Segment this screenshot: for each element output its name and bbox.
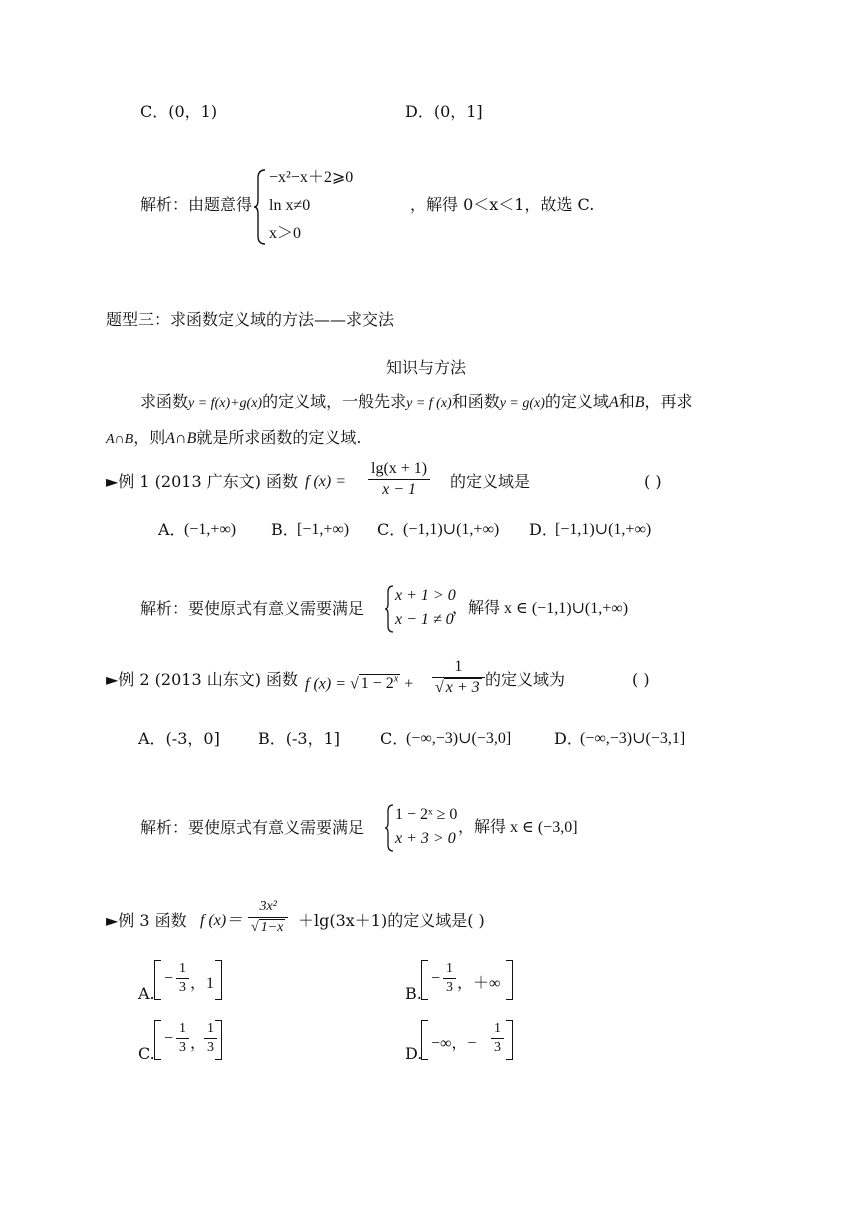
p1-text-d: 的定义域 [544,392,609,411]
ex3-denominator-text: 1−x [260,920,284,935]
ex3-c-rden: 3 [204,1038,217,1057]
p2-intersection-2: A∩B [165,430,197,447]
ex1-label: ►例 1 (2013 广东文) 函数 [106,472,299,491]
ex3-c-num: 1 [179,1021,186,1036]
ex2-exponent: x [393,674,399,685]
p1-text-c: 和函数 [451,392,500,411]
ex3-a-den: 3 [176,978,189,997]
ex1-numerator: lg(x + 1) [368,459,430,480]
ex3-option-a-interval [154,960,222,1002]
knowledge-line-2 [106,427,361,451]
ex3-option-a-letter: A. [138,984,155,1003]
ex1-option-a-letter: A． [158,520,186,539]
ex1-answer-paren: ( ) [644,472,662,491]
ex2-answer-paren: ( ) [632,670,650,689]
ex1-option-c-letter: C． [377,520,406,539]
left-bracket-icon [421,1020,428,1060]
intro-system-row-2: ln x≠0 [269,197,311,214]
ex3-d-num: 1 [494,1021,501,1036]
left-bracket-icon [154,1020,161,1060]
ex1-option-a: (−1,+∞) [184,521,237,538]
ex3-tail: ＋lg(3x＋1)的定义域是( ) [298,911,485,930]
p1-text-b: 的定义域，一般先求 [262,392,407,411]
p1-set-b: B [634,394,645,411]
ex2-fraction [432,657,485,698]
p2-intersection-1: A∩B [106,432,134,447]
ex3-b-minus: − [431,970,441,987]
ex2-option-b: B．(-3，1] [258,729,341,748]
left-brace-icon [384,803,394,853]
ex2-denominator-text: x + 3 [445,679,480,696]
p1-formula-y2: y = g(x) [499,396,545,411]
ex3-fx: f (x)＝ [200,912,243,929]
ex1-fx: f (x) = [305,473,346,490]
ex1-option-c: (−1,1)∪(1,+∞) [403,521,500,538]
p1-set-a: A [608,394,619,411]
ex1-option-d-letter: D． [529,520,558,539]
ex3-c-minus: − [164,1030,174,1047]
ex2-plus: + [400,675,414,693]
ex2-formula [305,669,413,695]
section-title: 题型三：求函数定义域的方法——求交法 [106,310,395,329]
ex1-solution-tail: ，解得 x ∈ (−1,1)∪(1,+∞) [452,600,629,617]
p2-text-a: ，则 [133,428,166,447]
p1-formula-fx: y = f(x)+g(x) [188,396,263,411]
left-brace-icon [384,584,394,634]
ex2-solution-system [384,803,464,853]
right-bracket-icon [506,960,513,1000]
ex2-option-d-letter: D． [554,729,583,748]
ex2-option-d: (−∞,−3)∪(−3,1] [580,730,686,747]
ex1-option-d: [−1,1)∪(1,+∞) [555,521,652,538]
ex3-option-d-interval [421,1020,513,1062]
ex1-fraction [368,459,430,500]
p1-text-f: ，再求 [644,392,693,411]
ex3-c-den: 3 [176,1038,189,1057]
ex3-option-b-interval [421,960,513,1002]
ex3-b-den: 3 [443,978,456,997]
left-brace-icon [253,168,267,246]
ex2-option-c-letter: C． [380,729,409,748]
option-d-top: D．(0，1] [405,102,483,121]
ex3-option-d-letter: D. [405,1044,423,1063]
ex2-solution-label: 解析：要使原式有意义需要满足 [140,818,365,837]
ex3-a-num: 1 [179,961,186,976]
ex2-denominator [432,678,485,698]
ex2-sqrt-1-text: 1 − 2 [360,675,394,693]
p2-text-b: 就是所求函数的定义域. [196,428,362,447]
p1-text-a: 求函数 [140,392,189,411]
ex1-solution-label: 解析：要使原式有意义需要满足 [140,599,365,618]
right-bracket-icon [215,960,222,1000]
ex3-label: ►例 3 函数 [106,911,187,930]
option-c-top: C．(0，1) [140,102,218,121]
ex2-tail: 的定义域为 [485,670,566,689]
ex2-option-c: (−∞,−3)∪(−3,0] [406,730,512,747]
ex1-system-row-2: x − 1 ≠ 0 [395,611,454,628]
ex2-fx: f (x) = [305,675,346,693]
ex1-option-b-letter: B． [271,520,299,539]
ex3-option-b-letter: B. [405,984,422,1003]
ex2-system-row-2: x + 3 > 0 [395,830,456,847]
ex3-c-rnum: 1 [207,1021,214,1036]
ex3-d-left: −∞，− [431,1035,477,1052]
left-bracket-icon [154,960,161,1000]
ex3-d-den: 3 [491,1038,504,1057]
ex1-option-b: [−1,+∞) [297,521,350,538]
ex2-system-row-1: 1 − 2ˣ ≥ 0 [395,806,458,823]
intro-solution-system [253,168,383,246]
ex3-denominator [248,918,288,938]
ex2-numerator: 1 [432,657,485,678]
sqrt-icon: √ [251,920,259,935]
ex3-b-num: 1 [446,961,453,976]
intro-system-row-3: x＞0 [269,225,302,242]
section-subtitle: 知识与方法 [386,358,467,377]
ex3-a-minus: − [164,970,174,987]
sqrt-icon: √ [435,679,444,696]
p1-text-e: 和 [618,392,635,411]
ex1-tail: 的定义域是 [450,472,531,491]
intro-solution-label: 解析：由题意得 [140,195,253,214]
ex3-option-c-letter: C. [138,1044,155,1063]
ex3-fraction [248,897,288,938]
ex2-solution-tail: ，解得 x ∈ (−3,0] [458,819,578,836]
ex3-b-right: ，＋∞ [457,975,501,992]
intro-system-row-1: −x²−x＋2⩾0 [269,169,354,186]
sqrt-icon: √ [350,675,359,693]
ex3-option-c-interval [154,1020,222,1062]
p1-formula-y1: y = f (x) [406,396,452,411]
knowledge-line-1 [140,391,693,415]
ex2-sqrt-1 [359,674,400,692]
intro-solution-tail: ，解得 0＜x＜1，故选 C. [410,195,595,214]
left-bracket-icon [421,960,428,1000]
ex1-system-row-1: x + 1 > 0 [395,587,456,604]
ex3-numerator: 3x² [248,897,288,918]
ex3-c-comma: ， [190,1035,207,1052]
ex2-option-a: A．(-3，0] [138,729,220,748]
ex1-denominator: x − 1 [382,481,417,498]
right-bracket-icon [506,1020,513,1060]
ex3-a-right: ，1 [190,975,215,992]
ex2-label: ►例 2 (2013 山东文) 函数 [106,670,299,689]
